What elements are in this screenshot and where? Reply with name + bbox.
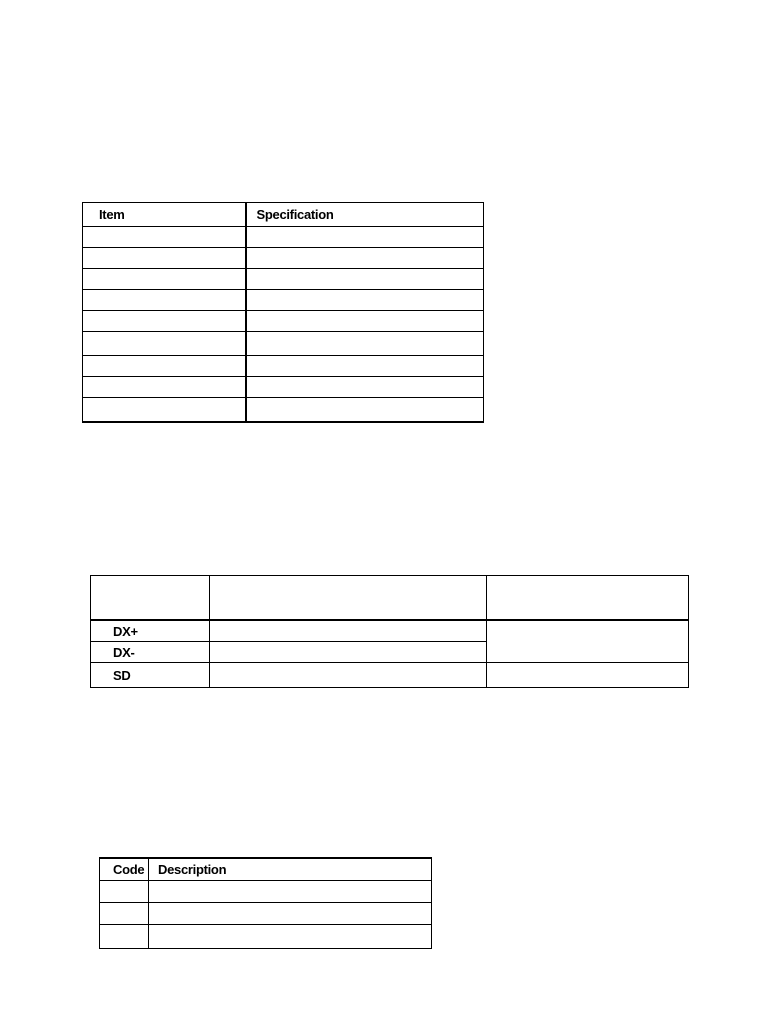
signal-table [90,575,689,688]
note-header [487,576,689,621]
table-row [91,663,689,688]
signal-name: SD [91,663,210,688]
signal-name: DX- [91,642,210,663]
item-cell [83,311,246,332]
description-header: Description [149,858,432,881]
code-cell [100,925,149,949]
spec-table [82,202,484,423]
item-cell [83,227,246,248]
description-cell [149,881,432,903]
table-row [83,356,484,377]
table-row [83,377,484,398]
specification-header: Specification [246,203,484,227]
code-cell [100,881,149,903]
note-cell [487,663,689,688]
item-cell [83,332,246,356]
table-row [83,227,484,248]
code-table [99,857,432,949]
code-header: Code [100,858,149,881]
signal-table-header [91,576,689,621]
item-cell [83,290,246,311]
specification-cell [246,356,484,377]
description-cell [210,663,487,688]
table-row [83,290,484,311]
specification-cell [246,290,484,311]
item-cell [83,248,246,269]
description-cell [210,620,487,642]
item-cell [83,398,246,423]
table-row [83,269,484,290]
item-cell [83,269,246,290]
table-row [100,925,432,949]
item-cell [83,377,246,398]
table-row [100,881,432,903]
specification-cell [246,227,484,248]
table-row [100,903,432,925]
table-row [83,248,484,269]
code-cell [100,903,149,925]
table-row [83,332,484,356]
description-cell [210,642,487,663]
code-table-header [100,858,432,881]
specification-cell [246,269,484,290]
note-cell [487,620,689,663]
table-row [83,398,484,423]
specification-cell [246,311,484,332]
item-header: Item [83,203,246,227]
table-row [91,620,689,642]
specification-cell [246,398,484,423]
specification-cell [246,248,484,269]
description-cell [149,903,432,925]
spec-table-header [83,203,484,227]
specification-cell [246,377,484,398]
specification-cell [246,332,484,356]
description-header [210,576,487,621]
signal-name: DX+ [91,620,210,642]
description-cell [149,925,432,949]
table-row [83,311,484,332]
item-cell [83,356,246,377]
signal-header [91,576,210,621]
